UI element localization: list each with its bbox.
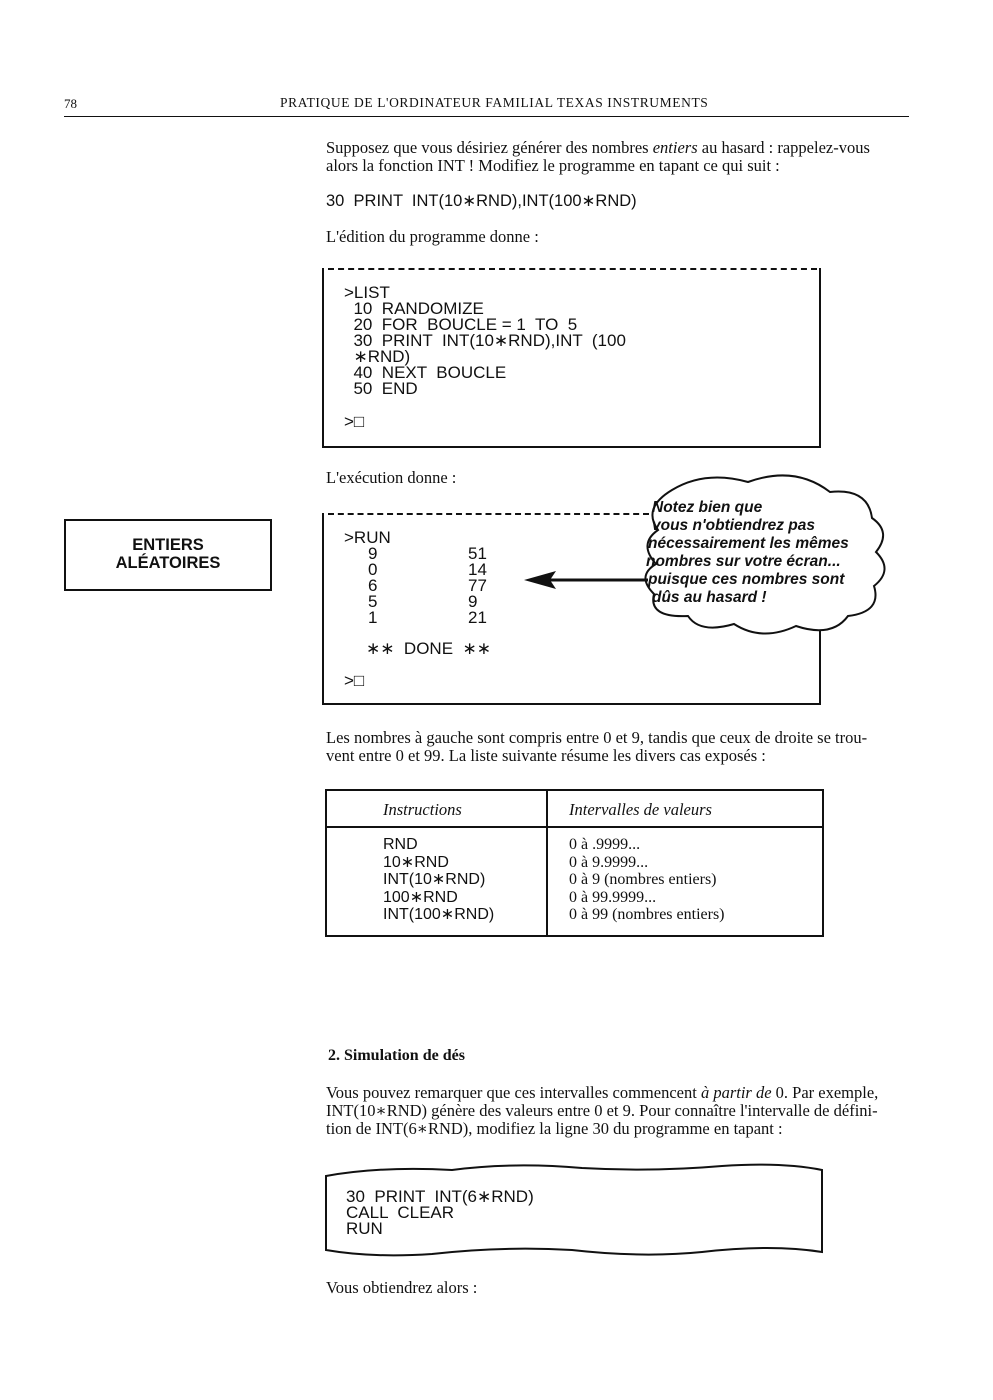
table-column-divider [546,791,548,935]
closing-line: Vous obtiendrez alors : [326,1278,478,1297]
header-rule [64,116,909,117]
listing-line: ∗RND) [344,347,411,366]
listing-line: 50 END [344,379,418,398]
run-output-right [468,546,487,626]
running-head: PRATIQUE DE L'ORDINATEUR FAMILIAL TEXAS INSTRUMENTS [280,95,709,110]
run-value-right: 77 [468,576,487,595]
run-prompt: >□ [344,671,365,690]
table-header-divider [327,826,822,828]
run-value-left: 5 [368,592,378,611]
run-output-left [368,546,377,626]
table-range-cell: 0 à 99 (nombres entiers) [569,906,725,923]
listing-line: >LIST [344,283,390,302]
run-value-right: 51 [468,544,487,563]
ranges-paragraph [326,729,918,765]
ranges-line-2: vent entre 0 et 99. La liste suivante résume les divers cas exposés : [326,746,766,765]
side-label-box [64,519,272,591]
run-value-right: 9 [468,592,478,611]
bubble-line: nécessairement les mêmes [648,535,849,552]
table-instruction-cell: RND [383,836,418,853]
ranges-line-1: Les nombres à gauche sont compris entre 0 et 9, tandis que ceux de droite se trou- [326,728,868,747]
intro-line-2: alors la fonction INT ! Modifiez le programme en tapant ce qui suit : [326,156,780,175]
run-done: ∗∗ DONE ∗∗ [366,639,491,658]
table-header-ranges: Intervalles de valeurs [569,800,712,819]
run-value-left: 0 [368,560,378,579]
listing-lines [344,285,626,397]
run-value-right: 21 [468,608,487,627]
simulation-line-3: tion de INT(6∗RND), modifiez la ligne 30 du programme en tapant : [326,1119,783,1138]
intro-line-1: Supposez que vous désiriez générer des nombres entiers au hasard : rappelez-vous [326,138,870,157]
bubble-line: Notez bien que [652,499,763,516]
typing-box-lines [346,1189,534,1237]
table-range-cell: 0 à 9.9999... [569,853,649,871]
listing-screen [322,268,821,448]
table-range-cell: 0 à 99.9999... [569,888,657,906]
run-value-left: 9 [368,544,378,563]
run-value-left: 1 [368,608,378,627]
typing-line: 30 PRINT INT(6∗RND) [346,1187,534,1206]
run-value-left: 6 [368,576,378,595]
listing-line: 20 FOR BOUCLE = 1 TO 5 [344,315,578,334]
execution-intro: L'exécution donne : [326,468,457,487]
simulation-line-2: INT(10∗RND) génère des valeurs entre 0 et 9. Pour connaître l'intervalle de défini- [326,1101,878,1120]
listing-line: 40 NEXT BOUCLE [344,363,507,382]
table-instruction-cell: INT(10∗RND) [383,871,486,888]
section-heading: 2. Simulation de dés [328,1047,465,1064]
typing-line: CALL CLEAR [346,1203,455,1222]
simulation-emphasis: à partir de [700,1083,772,1102]
screen-top-dashes [328,268,817,270]
side-label-line-2: ALÉATOIRES [115,554,221,572]
code-line-30: 30 PRINT INT(10∗RND),INT(100∗RND) [326,192,637,210]
table-range-cell: 0 à 9 (nombres entiers) [569,871,717,888]
run-command: >RUN [344,528,391,547]
typing-line: RUN [346,1219,383,1238]
side-label-line-1: ENTIERS [132,536,204,554]
simulation-paragraph [326,1084,918,1138]
listing-line: 30 PRINT INT(10∗RND),INT (100 [344,331,626,350]
listing-line: 10 RANDOMIZE [344,299,484,318]
intro-paragraph [326,139,916,175]
page-number: 78 [64,96,77,111]
bubble-line: nombres sur votre écran... [646,553,841,570]
simulation-line-1: Vous pouvez remarquer que ces intervalles commencent à partir de 0. Par exemple, [326,1083,879,1102]
values-table [325,789,824,937]
table-header-instructions: Instructions [383,800,462,819]
listing-prompt: >□ [344,412,365,431]
table-instruction-cell: INT(100∗RND) [383,906,495,923]
table-instruction-cell: 10∗RND [383,853,449,871]
intro-emphasis: entiers [652,138,698,157]
table-range-cell: 0 à .9999... [569,836,641,853]
table-instruction-cell: 100∗RND [383,888,458,906]
run-value-right: 14 [468,560,487,579]
listing-intro: L'édition du programme donne : [326,227,539,246]
bubble-line: vous n'obtiendrez pas [652,517,816,534]
bubble-line: dûs au hasard ! [652,589,767,606]
bubble-line: puisque ces nombres sont [648,571,845,588]
